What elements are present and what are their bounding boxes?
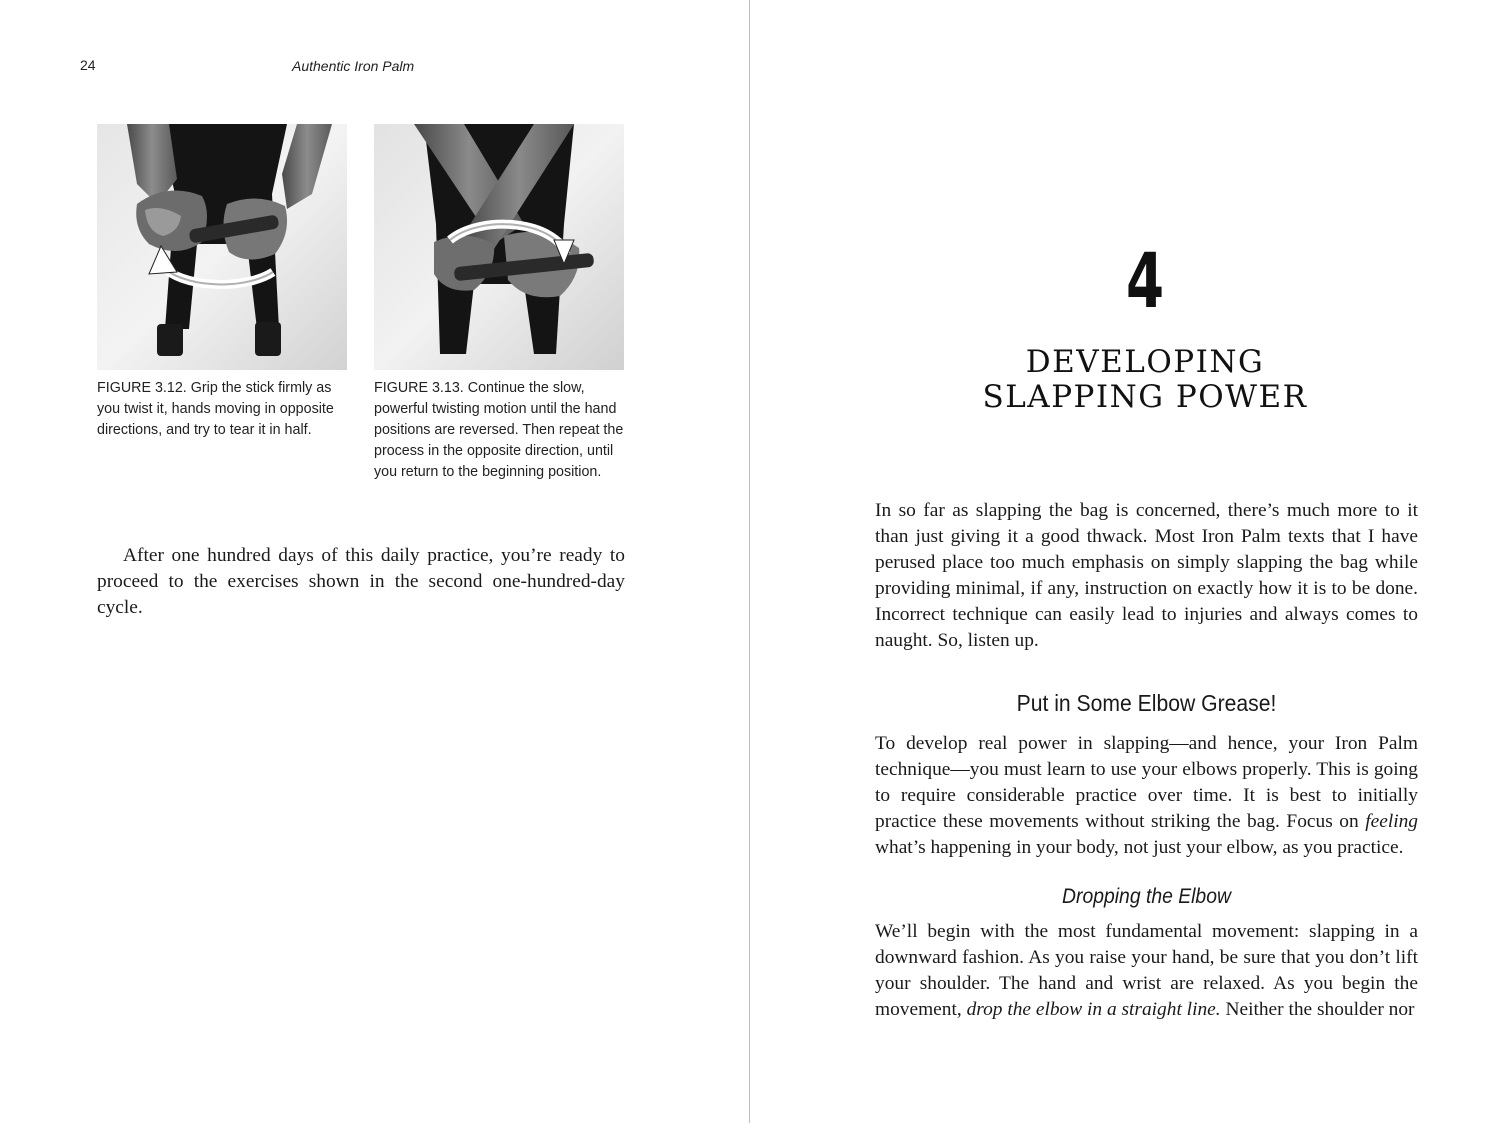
figure-3-13-caption	[374, 378, 624, 483]
figure-3-12-caption	[97, 378, 347, 441]
figure-3-12	[97, 124, 347, 441]
page-number: 24	[80, 57, 96, 73]
body-paragraph: After one hundred days of this daily practice, you’re ready to proceed to the exercises shown in the second one-hundred-day cycle.	[97, 545, 625, 618]
right-page	[750, 0, 1500, 1123]
caption-text: Continue the slow, powerful twisting motion until the hand positions are reversed. Then repeat the process in the opposite direction, until you return to the beginning position.	[374, 380, 624, 480]
subsection-paragraph-text: We’ll begin with the most fundamental movement: slapping in a downward fashion. As you raise your hand, be sure that you don’t lift your shoulder. The hand and wrist are relaxed. As you begin the movement,	[875, 921, 1418, 1020]
section-paragraph-text: To develop real power in slapping—and hence, your Iron Palm technique—you must learn to use your elbows properly. This is going to require considerable practice over time. It is best to initially practice these movements without striking the bag. Focus on	[875, 733, 1418, 832]
subsection-paragraph	[875, 919, 1418, 1023]
chapter-title-line-1: DEVELOPING	[1025, 344, 1265, 380]
subsection-paragraph-emphasis: drop the elbow in a straight line.	[966, 999, 1221, 1020]
section-paragraph	[875, 731, 1418, 861]
chapter-title	[750, 345, 1500, 415]
figure-3-13	[374, 124, 624, 483]
figure-3-12-photo	[97, 124, 347, 370]
figure-3-13-photo	[374, 124, 624, 370]
chapter-number: 4	[1125, 236, 1165, 325]
caption-label: FIGURE 3.13.	[374, 380, 464, 396]
subsection-heading: Dropping the Elbow	[1062, 884, 1231, 908]
subsection-paragraph-text-end: Neither the shoulder nor	[1220, 999, 1415, 1020]
caption-label: FIGURE 3.12.	[97, 380, 187, 396]
section-paragraph-emphasis: feeling	[1365, 811, 1418, 832]
section-heading: Put in Some Elbow Grease!	[1016, 690, 1277, 716]
intro-paragraph: In so far as slapping the bag is concerned, there’s much more to it than just giving it a good thwack. Most Iron Palm texts that I have perused place too much emphasis on simply slapping the bag while providing minimal, if any, instruction on exactly how it is to be done. Incorrect technique can easily lead to injuries and always comes to naught. So, listen up.	[875, 500, 1418, 651]
section-paragraph-text-end: what’s happening in your body, not just your elbow, as you practice.	[875, 837, 1404, 858]
running-head: Authentic Iron Palm	[292, 58, 415, 74]
caption-text: Grip the stick firmly as you twist it, hands moving in opposite directions, and try to tear it in half.	[97, 380, 334, 438]
chapter-title-line-2: SLAPPING POWER	[982, 379, 1308, 415]
